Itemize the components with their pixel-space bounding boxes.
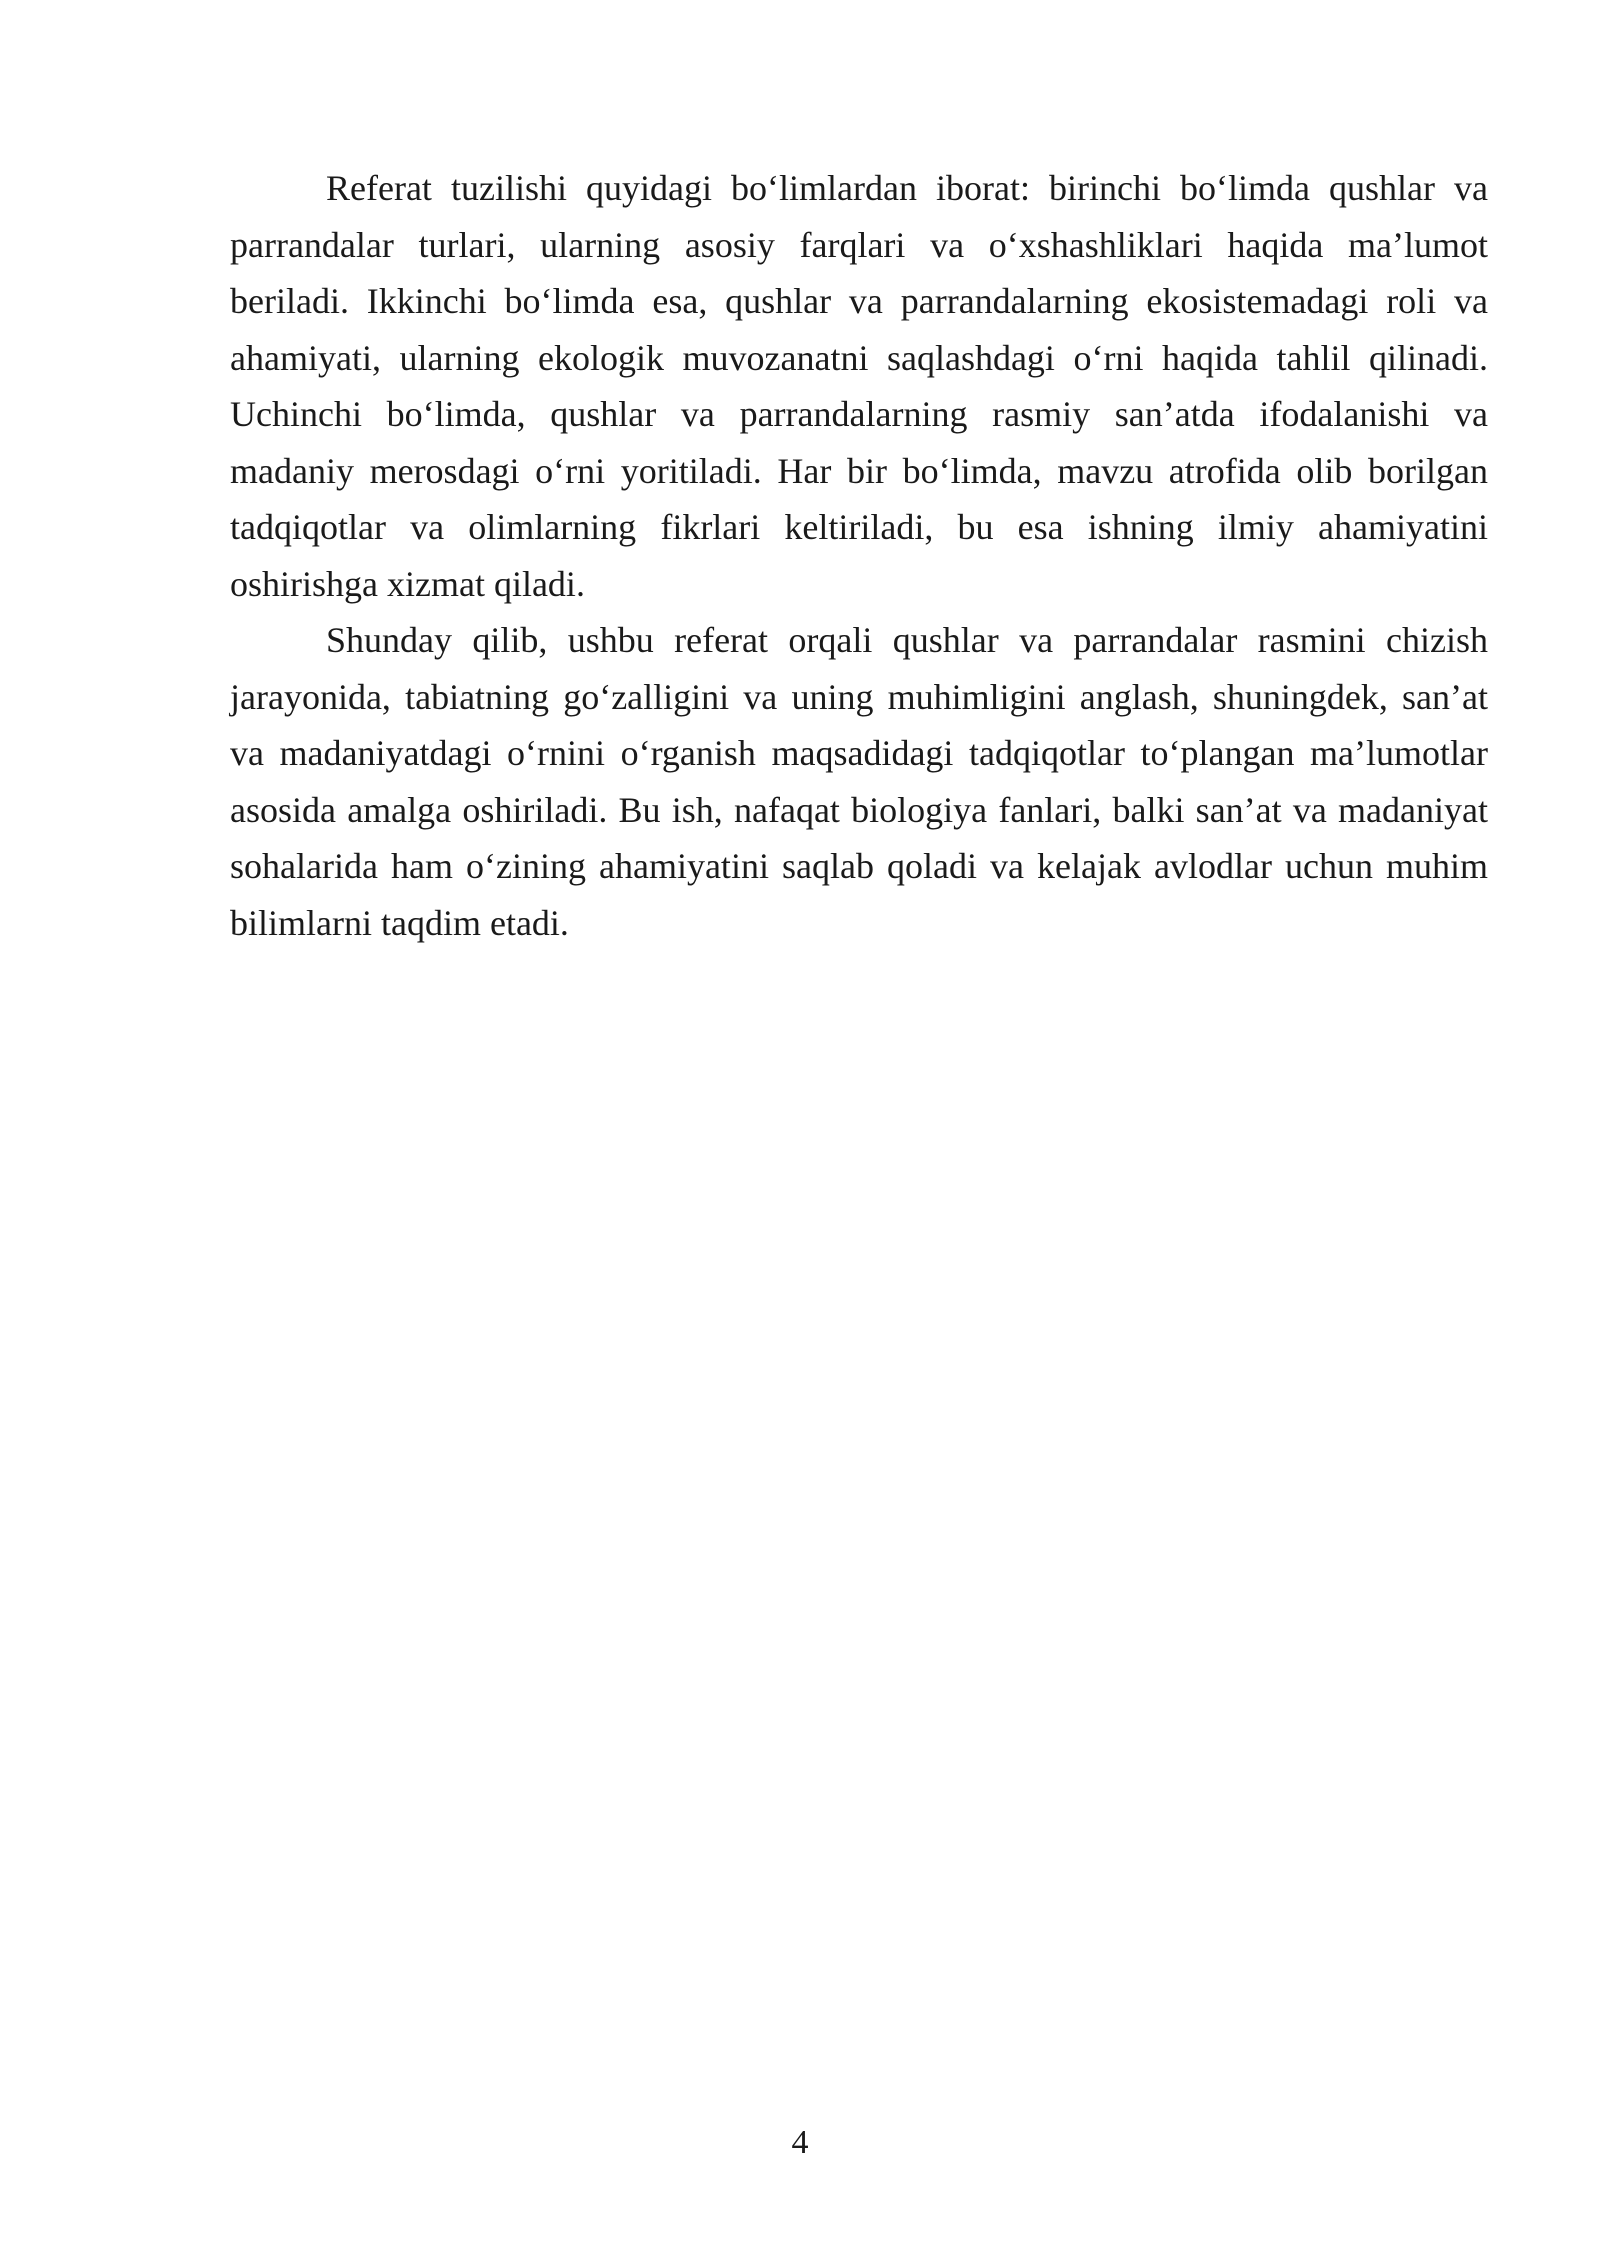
paragraph-conclusion: Shunday qilib, ushbu referat orqali qushlar va parrandalar rasmini chizish jarayonida, tabiatning go‘zalligini va uning muhimligini anglash, shuningdek, san’at va madaniyatdagi o‘rnini o‘rganish maqsadidagi tadqiqotlar to‘plangan ma’lumotlar asosida amalga oshiriladi. Bu ish, nafaqat biologiya fanlari, balki san’at va madaniyat sohalarida ham o‘zining ahamiyatini saqlab qoladi va kelajak avlodlar uchun muhim bilimlarni taqdim etadi.: [230, 620, 1488, 943]
page-number: 4: [791, 2124, 809, 2161]
document-body: [230, 160, 1488, 951]
paragraph-structure: Referat tuzilishi quyidagi bo‘limlardan iborat: birinchi bo‘limda qushlar va parrandalar turlari, ularning asosiy farqlari va o‘xshashliklari haqida ma’lumot beriladi. Ikkinchi bo‘limda esa, qushlar va parrandalarning ekosistemadagi roli va ahamiyati, ularning ekologik muvozanatni saqlashdagi o‘rni haqida tahlil qilinadi. Uchinchi bo‘limda, qushlar va parrandalarning rasmiy san’atda ifodalanishi va madaniy merosdagi o‘rni yoritiladi. Har bir bo‘limda, mavzu atrofida olib borilgan tadqiqotlar va olimlarning fikrlari keltiriladi, bu esa ishning ilmiy ahamiyatini oshirishga xizmat qiladi.: [230, 168, 1488, 604]
